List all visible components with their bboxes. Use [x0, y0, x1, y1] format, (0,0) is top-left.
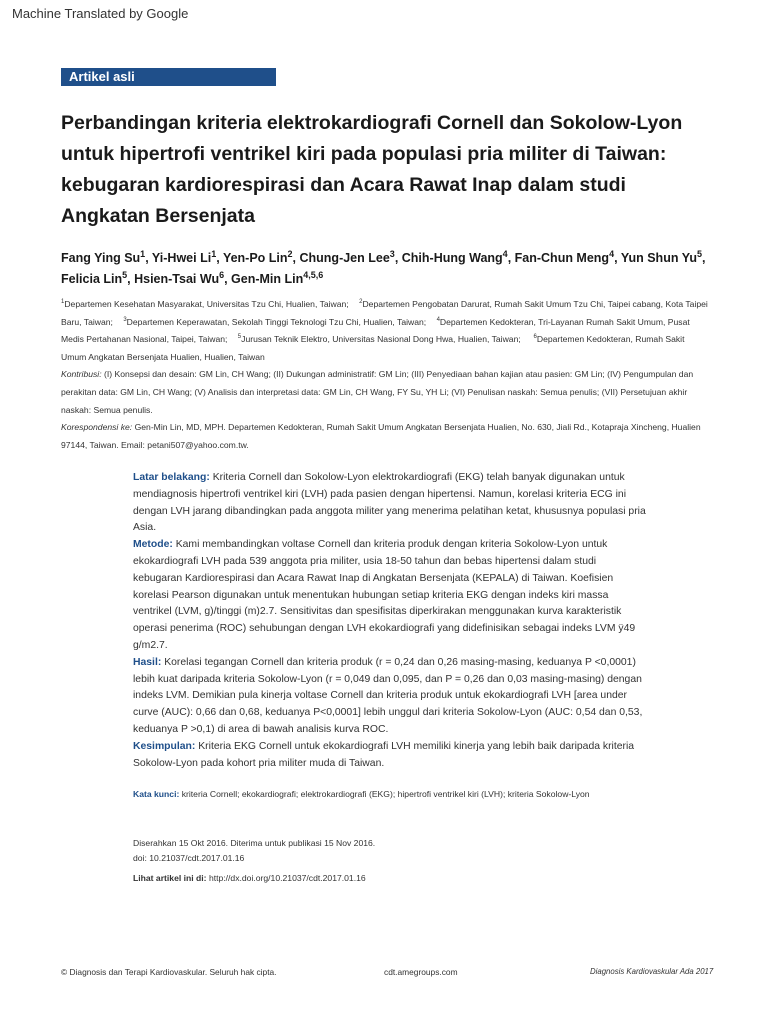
- machine-translation-banner: Machine Translated by Google: [12, 6, 189, 21]
- author-affil-number: 5: [697, 249, 703, 259]
- affiliations-block: [61, 296, 711, 454]
- correspondence: [61, 419, 711, 454]
- publication-dates: [133, 836, 648, 886]
- author-affil-number: 1: [140, 249, 146, 259]
- footer-site-link[interactable]: cdt.amegroups.com: [384, 967, 458, 977]
- author-name: Chih-Hung Wang: [401, 251, 503, 266]
- keywords-label: Kata kunci:: [133, 789, 180, 799]
- author-name: Hsien-Tsai Wu: [134, 272, 220, 287]
- affiliation-1: Departemen Kesehatan Masyarakat, Universitas Tzu Chi, Hualien, Taiwan;: [64, 299, 349, 309]
- author: [300, 251, 395, 265]
- author-affil-number: 2: [287, 249, 293, 259]
- doi: doi: 10.21037/cdt.2017.01.16: [133, 852, 245, 863]
- results-text: Korelasi tegangan Cornell dan kriteria produk (r = 0,24 dan 0,26 masing-masing, keduanya P <0,0001) lebih kuat daripada kriteria Sokolow-Lyon (r = 0,049 dan 0,095, dan P = 0,26 dan 0,03 masing-masing) dengan indeks LVM. Demikian pula kinerja voltase Cornell dan kriteria produk untuk ekokardiografi LVH [area under curve (AUC): 0,66 dan 0,68, keduanya P<0,0001] lebih unggul dari kriteria Sokolow-Lyon (AUC: 0,54 dan 0,53, keduanya P >0,1) di area di bawah analisis kurva ROC.: [133, 656, 643, 735]
- author: [402, 251, 508, 265]
- abstract-conclusions: [133, 739, 648, 773]
- view-article: [133, 871, 648, 886]
- footer-copyright: © Diagnosis dan Terapi Kardiovaskular. Seluruh hak cipta.: [61, 967, 277, 977]
- author: [152, 251, 216, 265]
- author: [621, 251, 702, 265]
- author: [223, 251, 293, 265]
- author-affil-number: 4,5,6: [303, 270, 324, 281]
- contributions-label: Kontribusi:: [61, 369, 102, 380]
- author-affil-number: 1: [211, 249, 217, 259]
- results-label: Hasil:: [133, 656, 162, 668]
- methods-label: Metode:: [133, 539, 173, 551]
- correspondence-text: Gen-Min Lin, MD, MPH. Departemen Kedokteran, Rumah Sakit Umum Angkatan Bersenjata Hualien, No. 630, Jiali Rd., Kotapraja Xincheng, Hualien 97144, Taiwan. Email: petani507@yahoo.com.tw.: [61, 422, 701, 450]
- affil-number: 5: [237, 334, 242, 341]
- author: [231, 272, 323, 286]
- author-name: Felicia Lin: [61, 272, 123, 287]
- author-name: Gen-Min Lin: [231, 272, 304, 287]
- author-name: Yi-Hwei Li: [151, 251, 212, 266]
- contributions-text: (I) Konsepsi dan desain: GM Lin, CH Wang; (II) Dukungan administratif: GM Lin; (III) Penyediaan bahan kajian atau pasien: GM Lin; (IV) Pengumpulan dan perakitan data: GM Lin, CH Wang; (V) Analisis dan interpretasi data: GM Lin, CH Wang, FY Su, YH Li; (VI) Penulisan naskah: Semua penulis; (VII) Persetujuan akhir naskah: Semua penulis.: [61, 369, 694, 415]
- author: [515, 251, 614, 265]
- author-affil-number: 3: [389, 249, 395, 259]
- received-date: Diserahkan 15 Okt 2016. Diterima untuk publikasi 15 Nov 2016.: [133, 838, 376, 848]
- author-name: Fang Ying Su: [61, 251, 141, 266]
- affil-number: 2: [359, 299, 363, 306]
- author-affil-number: 4: [502, 249, 508, 259]
- abstract-methods: [133, 537, 648, 655]
- background-text: Kriteria Cornell dan Sokolow-Lyon elektrokardiografi (EKG) telah banyak digunakan untuk mendiagnosis hipertrofi ventrikel kiri (LVH) pada pasien dengan hipertensi. Namun, korelasi kriteria ECG ini dengan LVH jarang dibandingkan pada anggota militer yang menerima pelatihan ketat, khususnya populasi pria Asia.: [133, 472, 646, 534]
- article-link[interactable]: http://dx.doi.org/10.21037/cdt.2017.01.16: [208, 873, 366, 883]
- author-name: Chung-Jen Lee: [299, 251, 390, 266]
- keywords: [133, 786, 648, 803]
- affiliation-6: Departemen Kedokteran, Rumah Sakit Umum Angkatan Bersenjata Hualien, Hualien, Taiwan: [61, 334, 685, 362]
- keywords-text: kriteria Cornell; ekokardiografi; elektrokardiografi (EKG); hipertrofi ventrikel kiri (LVH); kriteria Sokolow-Lyon: [181, 789, 590, 799]
- methods-text: Kami membandingkan voltase Cornell dan kriteria produk dengan kriteria Sokolow-Lyon untuk ekokardiografi LVH pada 539 anggota pria militer, usia 18-50 tahun dan bebas hipertensi dalam studi kebugaran Kardiorespirasi dan Acara Rawat Inap di Angkatan Bersenjata (KEPALA) di Taiwan. Koefisien korelasi Pearson digunakan untuk menentukan hubungan setiap kriteria EKG dengan indeks kiri massa ventrikel (LVM, g)/tinggi (m)2.7. Sensitivitas dan spesifisitas diperkirakan menggunakan kurva karakteristik operasi penerima (ROC) sehubungan dengan LVH ekokardiografi yang didefinisikan sebagai indeks LVM ÿ49 g/m2.7.: [133, 539, 636, 651]
- author: [61, 272, 127, 286]
- article-type-tag: Artikel asli: [61, 68, 276, 86]
- conclusions-text: Kriteria EKG Cornell untuk ekokardiografi LVH memiliki kinerja yang lebih baik daripada kriteria Sokolow-Lyon pada kohort pria militer muda di Taiwan.: [133, 740, 635, 769]
- abstract-background: [133, 470, 648, 537]
- author-affil-number: 6: [219, 270, 225, 281]
- author-affil-number: 4: [609, 249, 615, 259]
- view-article-label: Lihat artikel ini di:: [133, 873, 207, 883]
- author: [134, 272, 224, 286]
- article-title: Perbandingan kriteria elektrokardiografi Cornell dan Sokolow-Lyon untuk hipertrofi ventrikel kiri pada populasi pria militer di Taiwan: kebugaran kardiorespirasi dan Acara Rawat Inap dalam studi Angkatan Bersenjata: [61, 112, 683, 227]
- author: [61, 251, 145, 265]
- affiliation-5: Jurusan Teknik Elektro, Universitas Nasional Dong Hwa, Hualien, Taiwan;: [241, 334, 521, 345]
- author-name: Yun Shun Yu: [620, 251, 697, 266]
- abstract-results: [133, 655, 648, 739]
- author-list: Fang Ying Su$^1$, Yi-Hwei Li$^1$, Yen-Po Lin$^2$, Chung-Jen Lee$^3$, Chih-Hung Wang$^4$, Fan-Chun Meng$^4$, Yun Shun Yu$^5$, Felicia Lin$^5$, Hsien-Tsai Wu$^6$, Gen-Min Lin$^{4,5,6}$: [61, 249, 706, 287]
- affiliation-3: Departemen Keperawatan, Sekolah Tinggi Teknologi Tzu Chi, Hualien, Taiwan;: [126, 316, 427, 327]
- conclusions-label: Kesimpulan:: [133, 740, 196, 752]
- author-name: Yen-Po Lin: [222, 251, 288, 266]
- abstract: [133, 470, 648, 772]
- author-affil-number: 5: [122, 270, 128, 281]
- author-name: Fan-Chun Meng: [514, 251, 610, 266]
- contributions: [61, 366, 711, 419]
- affiliation-2: Departemen Pengobatan Darurat, Rumah Sakit Umum Tzu Chi, Taipei cabang, Kota Taipei Baru, Taiwan;: [61, 299, 708, 327]
- affiliation-4: Departemen Kedokteran, Tri-Layanan Rumah Sakit Umum, Pusat Medis Pertahanan Nasional, Taipei, Taiwan;: [61, 316, 690, 345]
- affil-number: 3: [123, 316, 127, 323]
- correspondence-label: Korespondensi ke:: [61, 422, 133, 433]
- affil-number: 4: [436, 316, 440, 323]
- affil-number: 1: [61, 299, 65, 306]
- footer-journal: Diagnosis Kardiovaskular Ada 2017: [590, 967, 714, 976]
- background-label: Latar belakang:: [133, 472, 210, 483]
- affil-number: 6: [533, 334, 537, 341]
